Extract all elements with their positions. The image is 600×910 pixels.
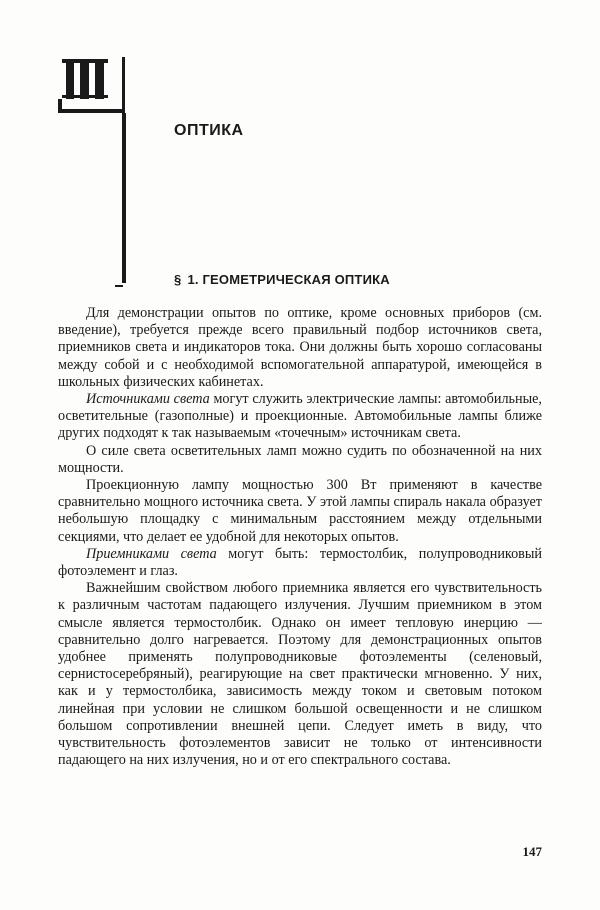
section-heading: [174, 272, 390, 287]
italic-lead: Приемниками света: [86, 545, 217, 562]
section-sign: §: [174, 272, 182, 287]
paragraph: Источниками света могут служить электрические лампы: автомобильные, осветительные (газополные) и проекционные. Автомобильные лампы ближе других подходят к так называемым «точечным» источникам света.: [58, 391, 542, 442]
paragraph: Для демонстрации опытов по оптике, кроме основных приборов (см. введение), требуется прежде всего правильный подбор источников света, приемников света и индикаторов тока. Они должны быть хорошо согласованы между собой и с необходимой вспомогательной аппаратурой, имеющейся в школьных физических кабинетах.: [58, 305, 542, 390]
italic-lead: Источниками света: [86, 391, 210, 408]
page-number: 147: [522, 844, 542, 859]
paragraph: Важнейшим свойством любого приемника является его чувствительность к различным частотам падающего излучения. Лучшим приемником в этом смысле является термостолбик. Однако он имеет тепловую инерцию — сравнительно долго нагревается. Поэтому для демонстрационных опытов удобнее применять полупроводниковые фотоэлементы (селеновый, сернистосеребряный), реагирующие на свет практически мгновенно. У них, как и у термостолбика, зависимость между током и световым потоком линейная при условии не слишком большой освещенности и не слишком большом сопротивлении внешней цепи. Следует иметь в виду, что чувствительность фотоэлементов зависит не только от интенсивности падающего на них излучения, но и от его спектрального состава.: [58, 580, 542, 769]
paragraph: О силе света осветительных ламп можно судить по обозначенной на них мощности.: [58, 442, 542, 476]
section-heading-text: 1. ГЕОМЕТРИЧЕСКАЯ ОПТИКА: [187, 272, 390, 287]
paragraph: Приемниками света могут быть: термостолбик, полупроводниковый фотоэлемент и глаз.: [58, 545, 542, 580]
rule-tick: [115, 285, 123, 287]
chapter-title: ОПТИКА: [174, 122, 244, 139]
body-text: [58, 305, 542, 769]
chapter-numeral-mark: [58, 57, 138, 287]
paragraph: Проекционную лампу мощностью 300 Вт применяют в качестве сравнительно мощного источника света. У этой лампы спираль накала образует небольшую площадку с минимальным расстоянием между отдельными секциями, что делает ее удобной для некоторых опытов.: [58, 477, 542, 545]
